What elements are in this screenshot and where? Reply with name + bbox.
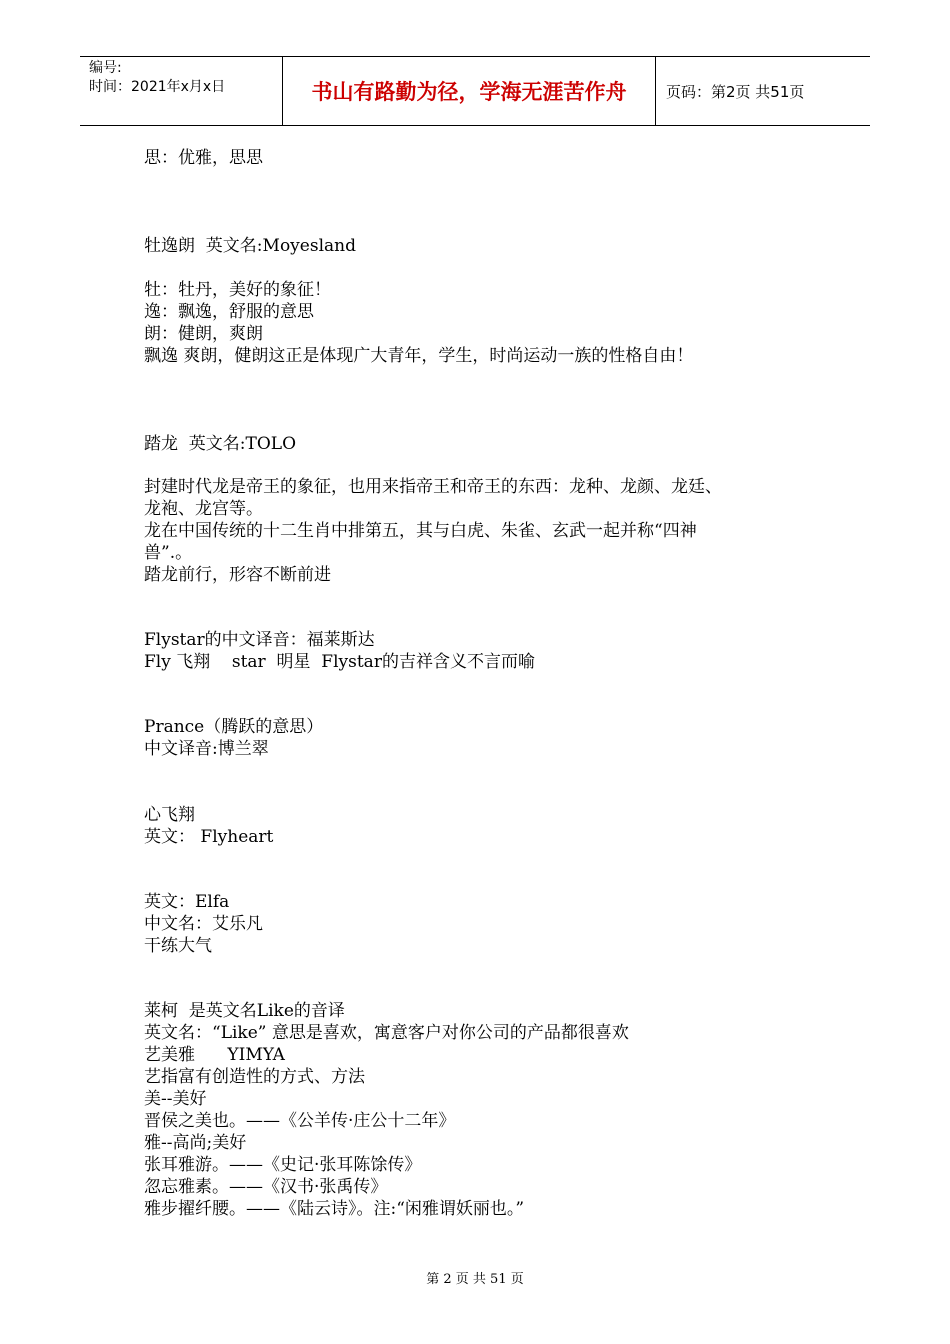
page-footer: 第 2 页 共 51 页: [426, 1272, 524, 1287]
page-header: [80, 56, 870, 126]
text-line: 晋侯之美也。——《公羊传·庄公十二年》: [144, 1111, 456, 1131]
text-line: 逸：飘逸，舒服的意思: [144, 302, 314, 322]
text-line: 英文： Flyheart: [144, 827, 274, 847]
text-line: 飘逸 爽朗，健朗这正是体现广大青年，学生，时尚运动一族的性格自由！: [144, 346, 694, 366]
text-line: 牡：牡丹，美好的象征！: [144, 280, 331, 300]
text-line: 英文名：“Like” 意思是喜欢，寓意客户对你公司的产品都很喜欢: [144, 1023, 629, 1043]
text-line: 艺美雅 YIMYA: [144, 1045, 285, 1065]
text-line: 雅步擢纤腰。——《陆云诗》。注:“闲雅谓妖丽也。”: [144, 1199, 525, 1219]
text-line: 雅--高尚;美好: [144, 1133, 247, 1153]
text-line: 踏龙前行，形容不断前进: [144, 565, 331, 585]
text-line: 思：优雅，思思: [144, 148, 263, 168]
text-line: 龙袍、龙宫等。: [144, 499, 263, 519]
text-line: 中文名：艾乐凡: [144, 914, 263, 934]
text-line: 中文译音:博兰翠: [144, 739, 269, 759]
text-line: 龙在中国传统的十二生肖中排第五，其与白虎、朱雀、玄武一起并称“四神: [144, 521, 697, 541]
time-label: 时间：2021年x月x日: [89, 79, 226, 95]
text-line: 张耳雅游。——《史记·张耳陈馀传》: [144, 1155, 422, 1175]
text-line: 艺指富有创造性的方式、方法: [144, 1067, 365, 1087]
text-line: 兽”.。: [144, 543, 193, 563]
text-line: 封建时代龙是帝王的象征，也用来指帝王和帝王的东西：龙种、龙颜、龙廷、: [144, 477, 722, 497]
text-line: 忽忘雅素。——《汉书·张禹传》: [144, 1177, 388, 1197]
header-motto: 书山有路勤为径，学海无涯苦作舟: [282, 57, 656, 125]
text-line: Fly 飞翔 star 明星 Flystar的吉祥含义不言而喻: [144, 652, 535, 672]
text-line: 美--美好: [144, 1089, 207, 1109]
text-line: Prance（腾跃的意思）: [144, 717, 324, 737]
text-line: 莱柯 是英文名Like的音译: [144, 1001, 345, 1021]
header-meta: [80, 57, 282, 125]
text-line: 心飞翔: [144, 805, 195, 825]
text-line: 干练大气: [144, 936, 212, 956]
text-line: 英文：Elfa: [144, 892, 230, 912]
section-heading: 牡逸朗 英文名:Moyesland: [144, 236, 356, 256]
text-line: 朗：健朗，爽朗: [144, 324, 263, 344]
header-page-info: 页码：第2页 共51页: [666, 82, 805, 101]
text-line: Flystar的中文译音：福莱斯达: [144, 630, 375, 650]
section-heading: 踏龙 英文名:TOLO: [144, 434, 297, 454]
number-label: 编号:: [89, 60, 122, 76]
